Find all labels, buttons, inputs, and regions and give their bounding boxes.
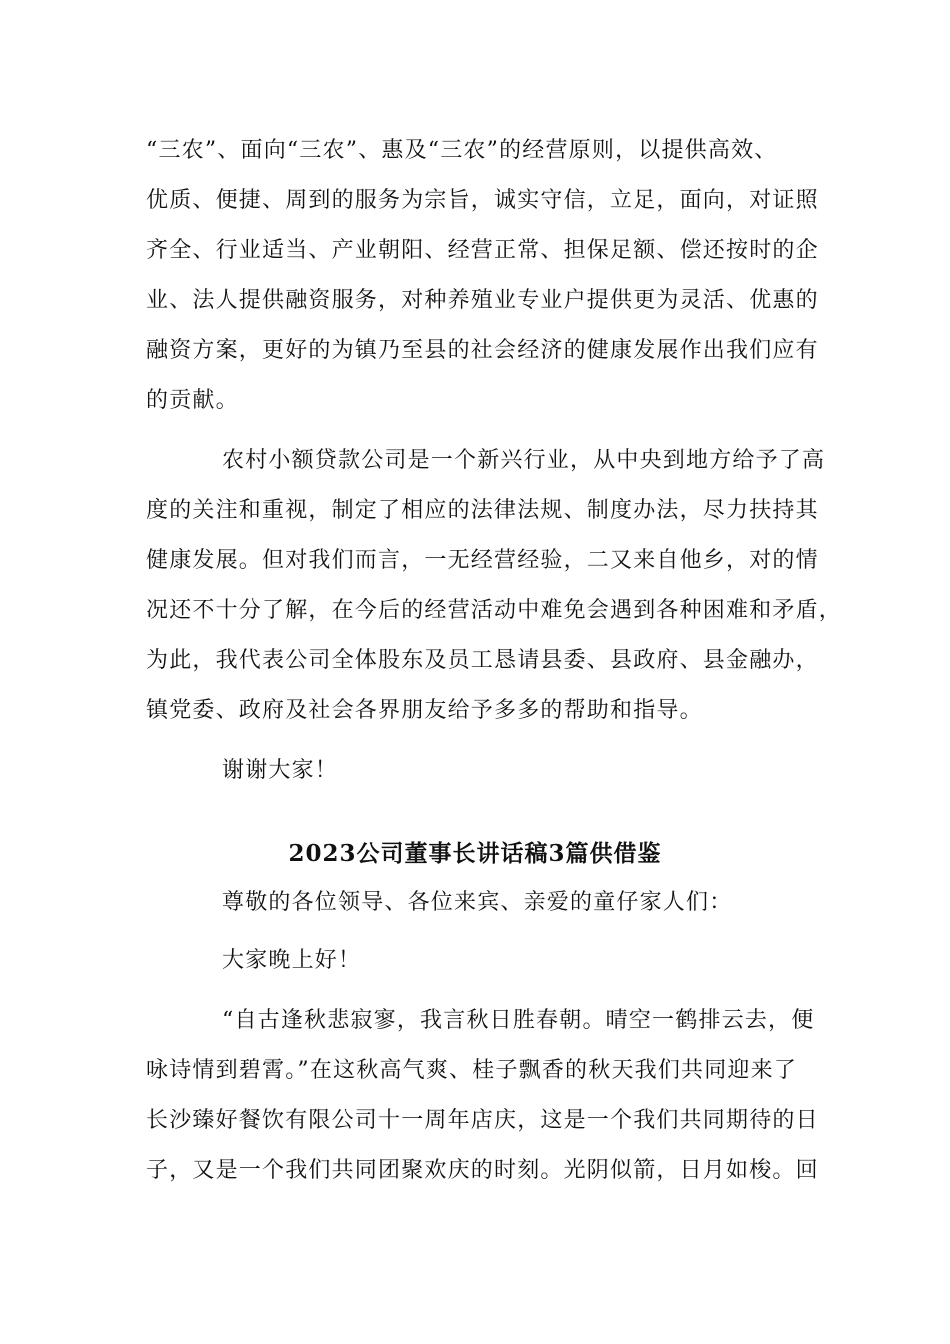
salutation-line: 尊敬的各位领导、各位来宾、亲爱的童仔家人们：: [222, 890, 733, 915]
paragraph-3-line-2: 咏诗情到碧霄。”在这秋高气爽、桂子飘香的秋天我们共同迎来了: [146, 1058, 798, 1083]
paragraph-3-line-1: “自古逢秋悲寂寥，我言秋日胜春朝。晴空一鹤排云去，便: [222, 1008, 815, 1033]
paragraph-1-line-1: “三农”、面向“三农”、惠及“三农”的经营原则，以提供高效、: [146, 138, 778, 163]
paragraph-1-line-4: 业、法人提供融资服务，对种养殖业专业户提供更为灵活、优惠的: [146, 288, 819, 313]
paragraph-2-line-2: 度的关注和重视，制定了相应的法律法规、制度办法，尽力扶持其: [146, 498, 819, 523]
section-title: 2023公司董事长讲话稿3篇供借鉴: [288, 840, 662, 867]
paragraph-3-line-3: 长沙臻好餐饮有限公司十一周年店庆，这是一个我们共同期待的日: [146, 1108, 819, 1133]
paragraph-2-line-5: 为此，我代表公司全体股东及员工恳请县委、县政府、县金融办，: [146, 648, 819, 673]
paragraph-2-line-1: 农村小额贷款公司是一个新兴行业，从中央到地方给予了高: [222, 448, 826, 473]
paragraph-3-line-4: 子，又是一个我们共同团聚欢庆的时刻。光阴似箭，日月如梭。回: [146, 1158, 819, 1183]
paragraph-1-line-6: 的贡献。: [146, 388, 239, 413]
paragraph-1-line-5: 融资方案，更好的为镇乃至县的社会经济的健康发展作出我们应有: [146, 338, 819, 363]
paragraph-2-line-3: 健康发展。但对我们而言，一无经营经验，二又来自他乡，对的情: [146, 548, 819, 573]
closing-line: 谢谢大家！: [222, 758, 339, 783]
paragraph-2-line-4: 况还不十分了解，在今后的经营活动中难免会遇到各种困难和矛盾，: [146, 598, 843, 623]
paragraph-1-line-3: 齐全、行业适当、产业朝阳、经营正常、担保足额、偿还按时的企: [146, 238, 819, 263]
greeting-line: 大家晚上好！: [222, 948, 362, 973]
paragraph-1-line-2: 优质、便捷、周到的服务为宗旨，诚实守信，立足，面向，对证照: [146, 188, 819, 213]
paragraph-2-line-6: 镇党委、政府及社会各界朋友给予多多的帮助和指导。: [146, 698, 703, 723]
